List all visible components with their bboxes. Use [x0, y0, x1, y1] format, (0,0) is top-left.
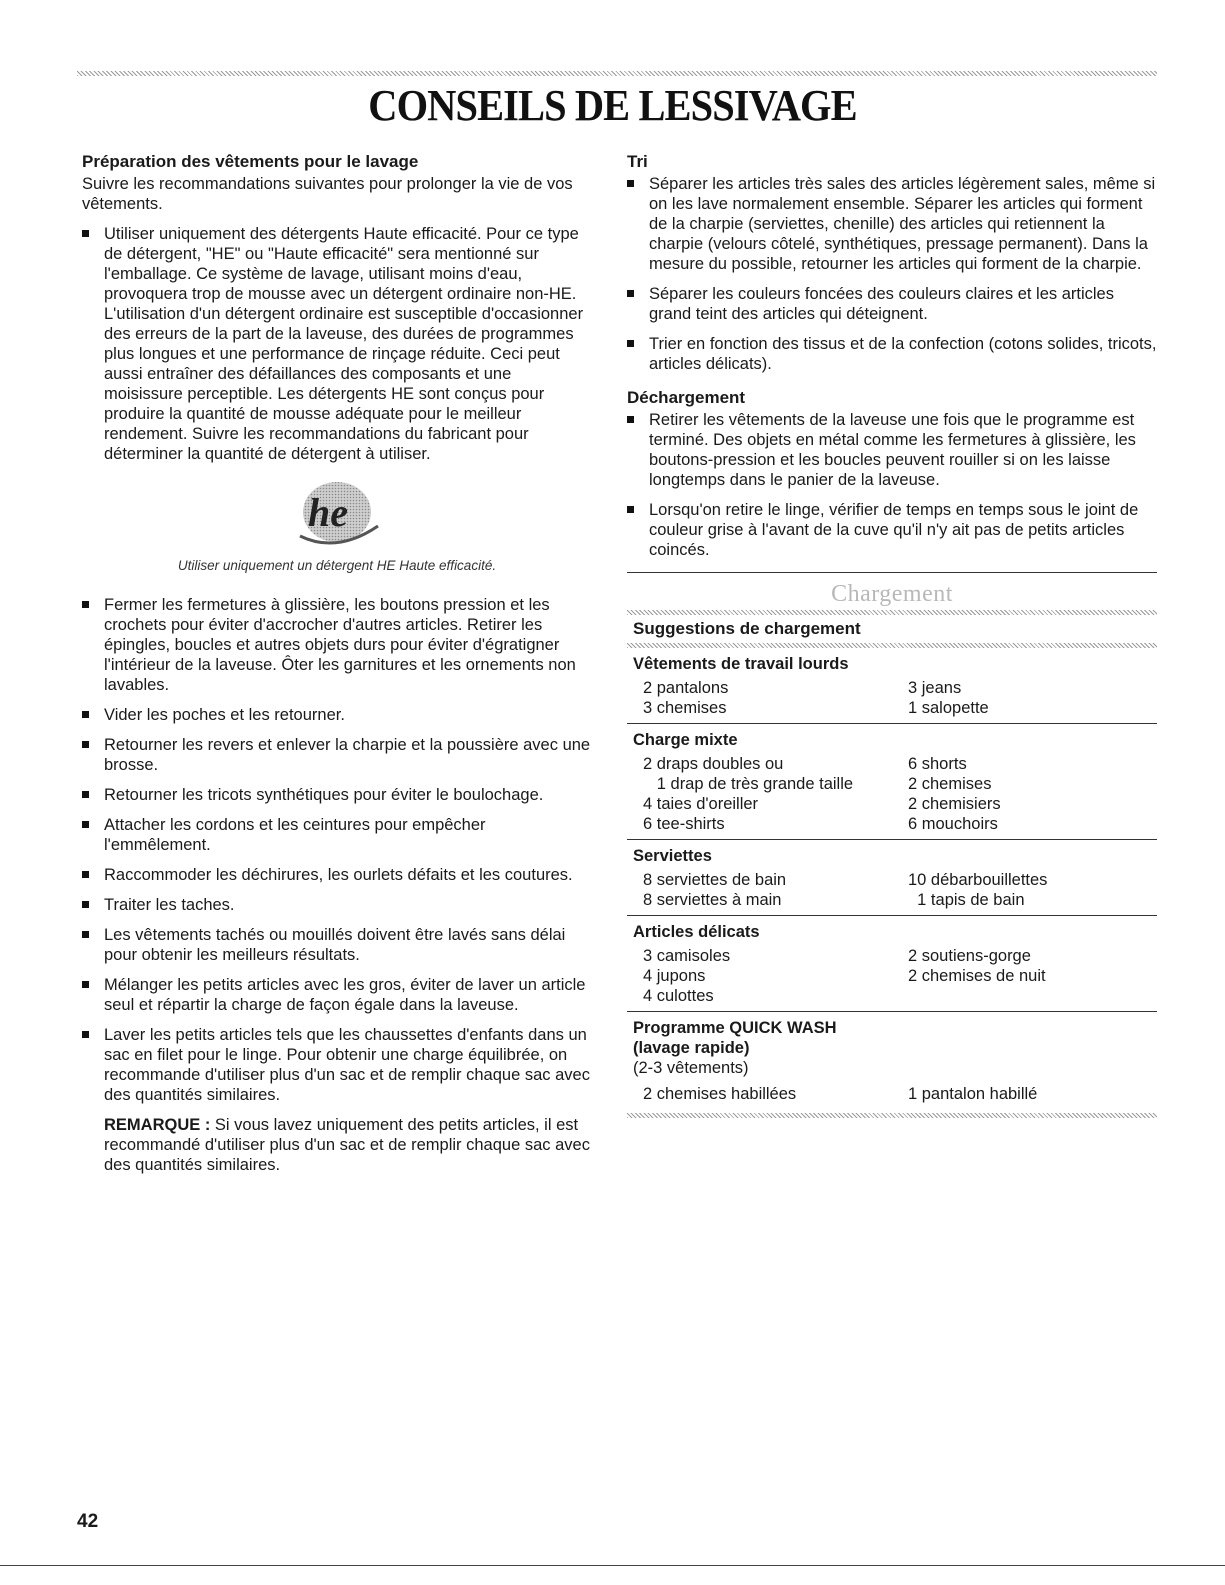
- table-row: 2 pantalons 3 jeans: [643, 679, 962, 697]
- intro-paragraph: Suivre les recommandations suivantes pour prolonger la vie de vos vêtements.: [82, 175, 573, 213]
- group-title: Serviettes: [633, 847, 712, 865]
- table-row: 8 serviettes à main 1 tapis de bain: [643, 891, 1025, 909]
- list-item: Retourner les tricots synthétiques pour éviter le boulochage.: [82, 785, 592, 805]
- right-column: [627, 152, 1157, 1118]
- list-item: Lorsqu'on retire le linge, vérifier de temps en temps sous le joint de couleur grise à l'avant de la cuve qu'il n'y ait pas de petits articles coincés.: [627, 500, 1157, 560]
- table-row: 3 camisoles 2 soutiens-gorge: [643, 947, 1031, 965]
- list-item: Traiter les taches.: [82, 895, 592, 915]
- list-item: Les vêtements tachés ou mouillés doivent être lavés sans délai pour obtenir les meilleurs résultats.: [82, 925, 592, 965]
- group-title: Programme QUICK WASH: [633, 1019, 837, 1037]
- group-subtitle: (2-3 vêtements): [633, 1059, 749, 1077]
- list-item: Fermer les fermetures à glissière, les boutons pression et les crochets pour éviter d'accrocher d'autres articles. Retirer les épingles, boucles et autres objets durs pour éviter d'égratigner l'intérieur de la laveuse. Ôter les garnitures et les ornements non lavables.: [82, 595, 592, 695]
- list-item: Mélanger les petits articles avec les gros, éviter de laver un article seul et répartir la charge de façon égale dans la laveuse.: [82, 975, 592, 1015]
- table-row: 6 tee-shirts 6 mouchoirs: [643, 815, 998, 833]
- bullet-square-icon: [82, 821, 89, 828]
- bullet-square-icon: [82, 741, 89, 748]
- page-number: 42: [77, 1511, 99, 1532]
- group-title: Vêtements de travail lourds: [633, 655, 849, 673]
- section-heading-preparation: Préparation des vêtements pour le lavage: [82, 152, 419, 171]
- table-row: 4 culottes: [643, 987, 714, 1005]
- bullet-square-icon: [627, 506, 634, 513]
- load-group-delicates: [627, 916, 1157, 1012]
- bullet-square-icon: [627, 290, 634, 297]
- table-row: 2 chemises habillées 1 pantalon habillé: [643, 1085, 1038, 1103]
- bullet-square-icon: [82, 981, 89, 988]
- group-title: Charge mixte: [633, 731, 738, 749]
- list-item: Séparer les couleurs foncées des couleurs claires et les articles grand teint des articles qui déteignent.: [627, 284, 1157, 324]
- bullet-square-icon: [82, 901, 89, 908]
- table-row: 4 jupons 2 chemises de nuit: [643, 967, 1046, 985]
- bullet-square-icon: [627, 416, 634, 423]
- he-logo-icon: [292, 478, 382, 550]
- logo-caption: Utiliser uniquement un détergent HE Haute efficacité.: [177, 558, 497, 573]
- list-item: Vider les poches et les retourner.: [82, 705, 592, 725]
- load-group-towels: [627, 840, 1157, 916]
- table-row: 3 chemises 1 salopette: [643, 699, 989, 717]
- chargement-heading: Chargement: [831, 581, 953, 607]
- bullet-list-preparation: [82, 595, 592, 1105]
- list-item: Retourner les revers et enlever la charpie et la poussière avec une brosse.: [82, 735, 592, 775]
- section-heading-tri: Tri: [627, 152, 648, 171]
- list-item: Séparer les articles très sales des articles légèrement sales, même si on les lave normalement ensemble. Séparer les articles qui forment de la charpie (serviettes, chenille) des articles qui retiennent la charpie (velours côtelé, synthétiques, pressage permanent). Dans la mesure du possible, retourner les articles qui forment de la charpie.: [627, 174, 1157, 274]
- note-text: Si vous lavez uniquement des petits articles, il est recommandé d'utiliser plus d'un sac et de remplir chaque sac avec des quantités similaires.: [104, 1116, 590, 1174]
- load-group-heavy-work: [627, 648, 1157, 724]
- bullet-square-icon: [627, 180, 634, 187]
- page-title: CONSEILS DE LESSIVAGE: [368, 81, 857, 130]
- left-column: [82, 152, 592, 1175]
- hatch-rule: [627, 1113, 1157, 1118]
- section-divider: [627, 572, 1157, 573]
- load-group-quick-wash: [627, 1012, 1157, 1109]
- group-title: Articles délicats: [633, 923, 760, 941]
- table-row: 1 drap de très grande taille 2 chemises: [643, 775, 992, 793]
- note-paragraph: [82, 1115, 592, 1175]
- bullet-square-icon: [82, 1031, 89, 1038]
- list-item: Raccommoder les déchirures, les ourlets défaits et les coutures.: [82, 865, 592, 885]
- load-group-mixed: [627, 724, 1157, 840]
- hatch-rule: [627, 610, 1157, 615]
- bullet-square-icon: [82, 601, 89, 608]
- list-item: Laver les petits articles tels que les chaussettes d'enfants dans un sac en filet pour le linge. Pour obtenir une charge équilibrée, on recommande d'utiliser plus d'un sac et de remplir chaque sac avec des quantités similaires.: [82, 1025, 592, 1105]
- table-row: 2 draps doubles ou 6 shorts: [643, 755, 967, 773]
- bullet-list-dechargement: [627, 410, 1157, 560]
- bullet-square-icon: [82, 871, 89, 878]
- note-label: REMARQUE :: [104, 1116, 211, 1134]
- bottom-rule: [0, 1565, 1225, 1566]
- bullet-square-icon: [82, 931, 89, 938]
- list-item: Attacher les cordons et les ceintures pour empêcher l'emmêlement.: [82, 815, 592, 855]
- bullet-square-icon: [82, 791, 89, 798]
- bullet-square-icon: [82, 711, 89, 718]
- bullet-square-icon: [627, 340, 634, 347]
- table-row: 8 serviettes de bain 10 débarbouillettes: [643, 871, 1048, 889]
- group-title-sub: (lavage rapide): [633, 1039, 750, 1057]
- bullet-list-he: [82, 224, 592, 464]
- list-item: Retirer les vêtements de la laveuse une fois que le programme est terminé. Des objets en métal comme les fermetures à glissière, les boutons-pression et les boucles peuvent rouiller si on les laisse longtemps dans le panier de la laveuse.: [627, 410, 1157, 490]
- table-row: 4 taies d'oreiller 2 chemisiers: [643, 795, 1001, 813]
- he-logo-text: he: [308, 490, 348, 535]
- section-heading-dechargement: Déchargement: [627, 388, 746, 407]
- list-item: Trier en fonction des tissus et de la confection (cotons solides, tricots, articles délicats).: [627, 334, 1157, 374]
- top-rule: [77, 71, 1157, 76]
- suggestions-title: Suggestions de chargement: [633, 619, 861, 638]
- bullet-list-tri: [627, 174, 1157, 374]
- list-item: Utiliser uniquement des détergents Haute efficacité. Pour ce type de détergent, "HE" ou "Haute efficacité" sera mentionné sur l'emballage. Ce système de lavage, utilisant moins d'eau, provoquera trop de mousse avec un détergent ordinaire non-HE. L'utilisation d'un détergent ordinaire est susceptible d'occasionner des erreurs de la part de la laveuse, des durées de programmes plus longues et une performance de rinçage réduite. Ceci peut aussi entraîner des défaillances des composants et une moisissure perceptible. Les détergents HE sont conçus pour produire la quantité de mousse adéquate pour le meilleur rendement. Suivre les recommandations du fabricant pour déterminer la quantité de détergent à utiliser.: [82, 224, 592, 464]
- bullet-square-icon: [82, 230, 89, 237]
